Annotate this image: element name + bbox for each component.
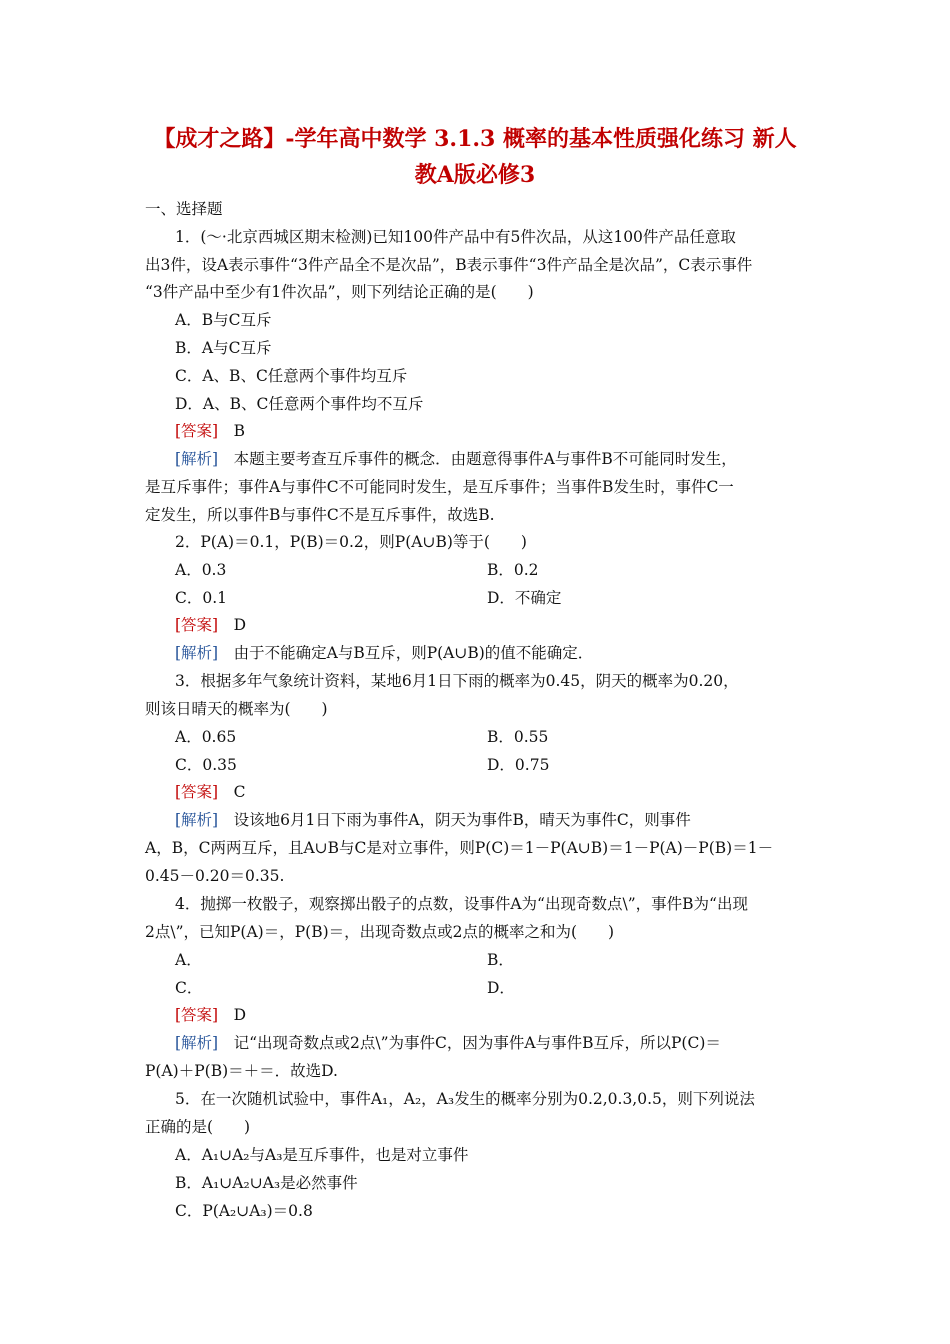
q2-option-a: A．0.3 xyxy=(175,561,227,579)
q1-answer-value: B xyxy=(233,422,246,440)
q4-answer xyxy=(175,1005,246,1025)
q1-option-a: A．B与C互斥 xyxy=(175,311,272,329)
q1-stem-line-1: 1．(～·北京西城区期末检测)已知100件产品中有5件次品，从这100件产品任意取 xyxy=(175,228,736,246)
q1-stem-line-2: 出3件，设A表示事件“3件产品全不是次品”，B表示事件“3件产品全是次品”，C表示事件 xyxy=(145,256,753,274)
q3-analysis-line-1 xyxy=(175,810,691,830)
q1-answer xyxy=(175,421,245,441)
q5-option-a: A．A₁∪A₂与A₃是互斥事件，也是对立事件 xyxy=(175,1146,469,1164)
analysis-tag: [解析] xyxy=(175,811,219,829)
document-title-line-2: 教A版必修3 xyxy=(414,162,536,188)
q1-analysis-text: 本题主要考查互斥事件的概念．由题意得事件A与事件B不可能同时发生， xyxy=(233,450,737,468)
q2-option-b: B．0.2 xyxy=(487,561,539,579)
analysis-tag: [解析] xyxy=(175,644,219,662)
q2-analysis-text: 由于不能确定A与B互斥，则P(A∪B)的值不能确定． xyxy=(233,644,594,662)
q5-option-c: C．P(A₂∪A₃)＝0.8 xyxy=(175,1202,313,1220)
q1-analysis-line-3: 定发生，所以事件B与事件C不是互斥事件，故选B. xyxy=(145,506,495,524)
q3-analysis-line-3: 0.45－0.20＝0.35. xyxy=(145,867,285,885)
q3-analysis-line-2: A，B，C两两互斥，且A∪B与C是对立事件，则P(C)＝1－P(A∪B)＝1－P(A)－P(B)＝1－ xyxy=(145,839,774,857)
q2-analysis-line-1 xyxy=(175,643,593,663)
q1-option-d: D．A、B、C任意两个事件均不互斥 xyxy=(175,395,424,413)
q4-analysis-line-2: P(A)＋P(B)＝＋＝．故选D. xyxy=(145,1062,338,1080)
q3-option-b: B．0.55 xyxy=(487,728,549,746)
q4-option-d: D． xyxy=(487,979,515,997)
q1-option-c: C．A、B、C任意两个事件均互斥 xyxy=(175,367,408,385)
q3-analysis-text: 设该地6月1日下雨为事件A，阴天为事件B，晴天为事件C，则事件 xyxy=(233,811,691,829)
analysis-tag: [解析] xyxy=(175,1034,219,1052)
q5-stem-line-1: 5．在一次随机试验中，事件A₁，A₂，A₃发生的概率分别为0.2,0.3,0.5，则下列说法 xyxy=(175,1090,755,1108)
q1-option-b: B．A与C互斥 xyxy=(175,339,272,357)
q5-option-b: B．A₁∪A₂∪A₃是必然事件 xyxy=(175,1174,358,1192)
q4-answer-value: D xyxy=(233,1006,247,1024)
section-heading: 一、选择题 xyxy=(145,200,223,218)
q4-option-c: C． xyxy=(175,979,203,997)
q4-analysis-text: 记“出现奇数点或2点\”为事件C，因为事件A与事件B互斥，所以P(C)＝ xyxy=(233,1034,721,1052)
q2-stem-line-1: 2．P(A)＝0.1，P(B)＝0.2，则P(A∪B)等于( ) xyxy=(175,533,527,551)
q3-stem-line-1: 3．根据多年气象统计资料，某地6月1日下雨的概率为0.45，阴天的概率为0.20， xyxy=(175,672,739,690)
q3-stem-line-2: 则该日晴天的概率为( ) xyxy=(145,700,328,718)
q4-stem-line-2: 2点\”，已知P(A)＝，P(B)＝，出现奇数点或2点的概率之和为( ) xyxy=(145,923,615,941)
q4-option-b: B． xyxy=(487,951,514,969)
q5-stem-line-2: 正确的是( ) xyxy=(145,1118,251,1136)
document-title-line-1: 【成才之路】-学年高中数学 3.1.3 概率的基本性质强化练习 新人 xyxy=(153,126,797,152)
q2-option-d: D．不确定 xyxy=(487,589,562,607)
q1-stem-line-3: “3件产品中至少有1件次品”，则下列结论正确的是( ) xyxy=(145,283,534,301)
q2-answer-value: D xyxy=(233,616,247,634)
analysis-tag: [解析] xyxy=(175,450,219,468)
q4-stem-line-1: 4．抛掷一枚骰子，观察掷出骰子的点数，设事件A为“出现奇数点\”，事件B为“出现 xyxy=(175,895,748,913)
answer-tag: [答案] xyxy=(175,1006,219,1024)
q3-option-c: C．0.35 xyxy=(175,756,237,774)
q4-option-a: A． xyxy=(175,951,202,969)
q3-answer xyxy=(175,782,246,802)
q3-option-d: D．0.75 xyxy=(487,756,550,774)
q1-analysis-line-2: 是互斥事件；事件A与事件C不可能同时发生，是互斥事件；当事件B发生时，事件C一 xyxy=(145,478,734,496)
answer-tag: [答案] xyxy=(175,422,219,440)
q2-option-c: C．0.1 xyxy=(175,589,228,607)
q3-answer-value: C xyxy=(233,783,246,801)
answer-tag: [答案] xyxy=(175,783,219,801)
q1-analysis-line-1 xyxy=(175,449,737,469)
answer-tag: [答案] xyxy=(175,616,219,634)
q4-analysis-line-1 xyxy=(175,1033,721,1053)
q3-option-a: A．0.65 xyxy=(175,728,237,746)
q2-answer xyxy=(175,615,246,635)
